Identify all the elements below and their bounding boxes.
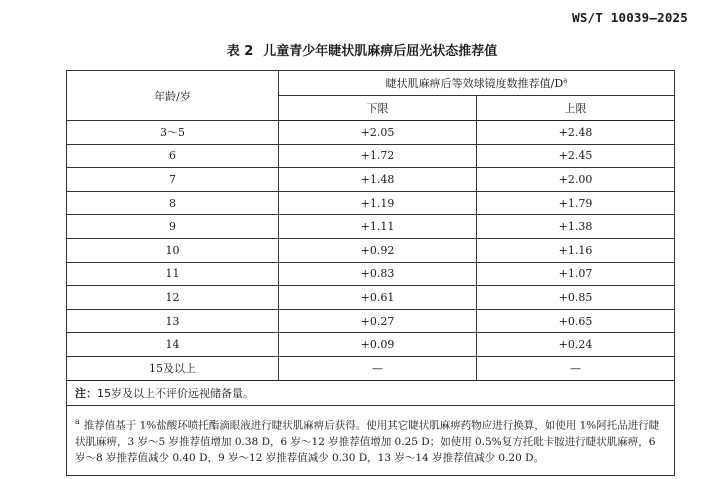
cell-age: 10 — [67, 238, 279, 262]
cell-upper: +0.24 — [477, 333, 675, 357]
cell-upper: +0.85 — [477, 286, 675, 310]
table-number: 表 2 — [226, 44, 254, 59]
standard-code: WS/T 10039—2025 — [572, 10, 688, 25]
cell-lower: +1.48 — [279, 168, 477, 192]
cell-lower: +0.83 — [279, 262, 477, 286]
footnote-text: 推荐值基于 1%盐酸环喷托酯滴眼液进行睫状肌麻痹后获得。使用其它睫状肌麻痹药物应进行换算，如使用 1%阿托品进行睫状肌麻痹，3 岁～5 岁推荐值增加 0.38 D，6 岁～12 岁推荐值增加 0.25 D；如使用 0.5%复方托吡卡胺进行睫状肌麻痹，6 岁～8 岁推荐值减少 0.40 D，9 岁～12 岁推荐值减少 0.30 D，13 岁～14 岁推荐值减少 0.20 D。 — [75, 419, 660, 465]
cell-age: 13 — [67, 309, 279, 333]
table-row — [67, 191, 675, 215]
cell-upper: +2.48 — [477, 121, 675, 145]
cell-upper: — — [477, 356, 675, 380]
table-row — [67, 238, 675, 262]
table-row — [67, 309, 675, 333]
table-row — [67, 215, 675, 239]
footnote-mark: a — [75, 416, 80, 426]
cell-lower: +0.92 — [279, 238, 477, 262]
recommendation-table — [66, 70, 675, 476]
cell-lower: +1.11 — [279, 215, 477, 239]
cell-age: 3～5 — [67, 121, 279, 145]
cell-upper: +1.07 — [477, 262, 675, 286]
table-row — [67, 286, 675, 310]
cell-upper: +0.65 — [477, 309, 675, 333]
cell-age: 11 — [67, 262, 279, 286]
table-footnote — [67, 405, 675, 475]
header-group: 睫状肌麻痹后等效球镜度数推荐值$/D^a$ — [279, 71, 675, 96]
header-lower: 下限 — [279, 96, 477, 121]
table-caption — [0, 40, 724, 59]
table-row — [67, 262, 675, 286]
cell-upper: +1.16 — [477, 238, 675, 262]
cell-upper: +2.45 — [477, 144, 675, 168]
cell-lower: — — [279, 356, 477, 380]
cell-upper: +1.38 — [477, 215, 675, 239]
cell-upper: +1.79 — [477, 191, 675, 215]
table-title: 儿童青少年睫状肌麻痹后屈光状态推荐值 — [263, 44, 498, 59]
header-age: 年龄/岁 — [67, 71, 279, 121]
table-note: 注：15岁及以上不评价远视储备量。 — [67, 380, 675, 405]
header-group-mark: a — [563, 76, 568, 85]
header-upper: 上限 — [477, 96, 675, 121]
cell-age: 9 — [67, 215, 279, 239]
cell-age: 6 — [67, 144, 279, 168]
cell-upper: +2.00 — [477, 168, 675, 192]
cell-age: 7 — [67, 168, 279, 192]
cell-age: 14 — [67, 333, 279, 357]
cell-age: 8 — [67, 191, 279, 215]
table-row — [67, 144, 675, 168]
table-row — [67, 121, 675, 145]
cell-lower: +1.72 — [279, 144, 477, 168]
cell-age: 12 — [67, 286, 279, 310]
table-row — [67, 356, 675, 380]
cell-lower: +1.19 — [279, 191, 477, 215]
cell-age: 15及以上 — [67, 356, 279, 380]
cell-lower: +0.61 — [279, 286, 477, 310]
cell-lower: +0.27 — [279, 309, 477, 333]
cell-lower: +0.09 — [279, 333, 477, 357]
table-row — [67, 168, 675, 192]
cell-lower: +2.05 — [279, 121, 477, 145]
table-row — [67, 333, 675, 357]
